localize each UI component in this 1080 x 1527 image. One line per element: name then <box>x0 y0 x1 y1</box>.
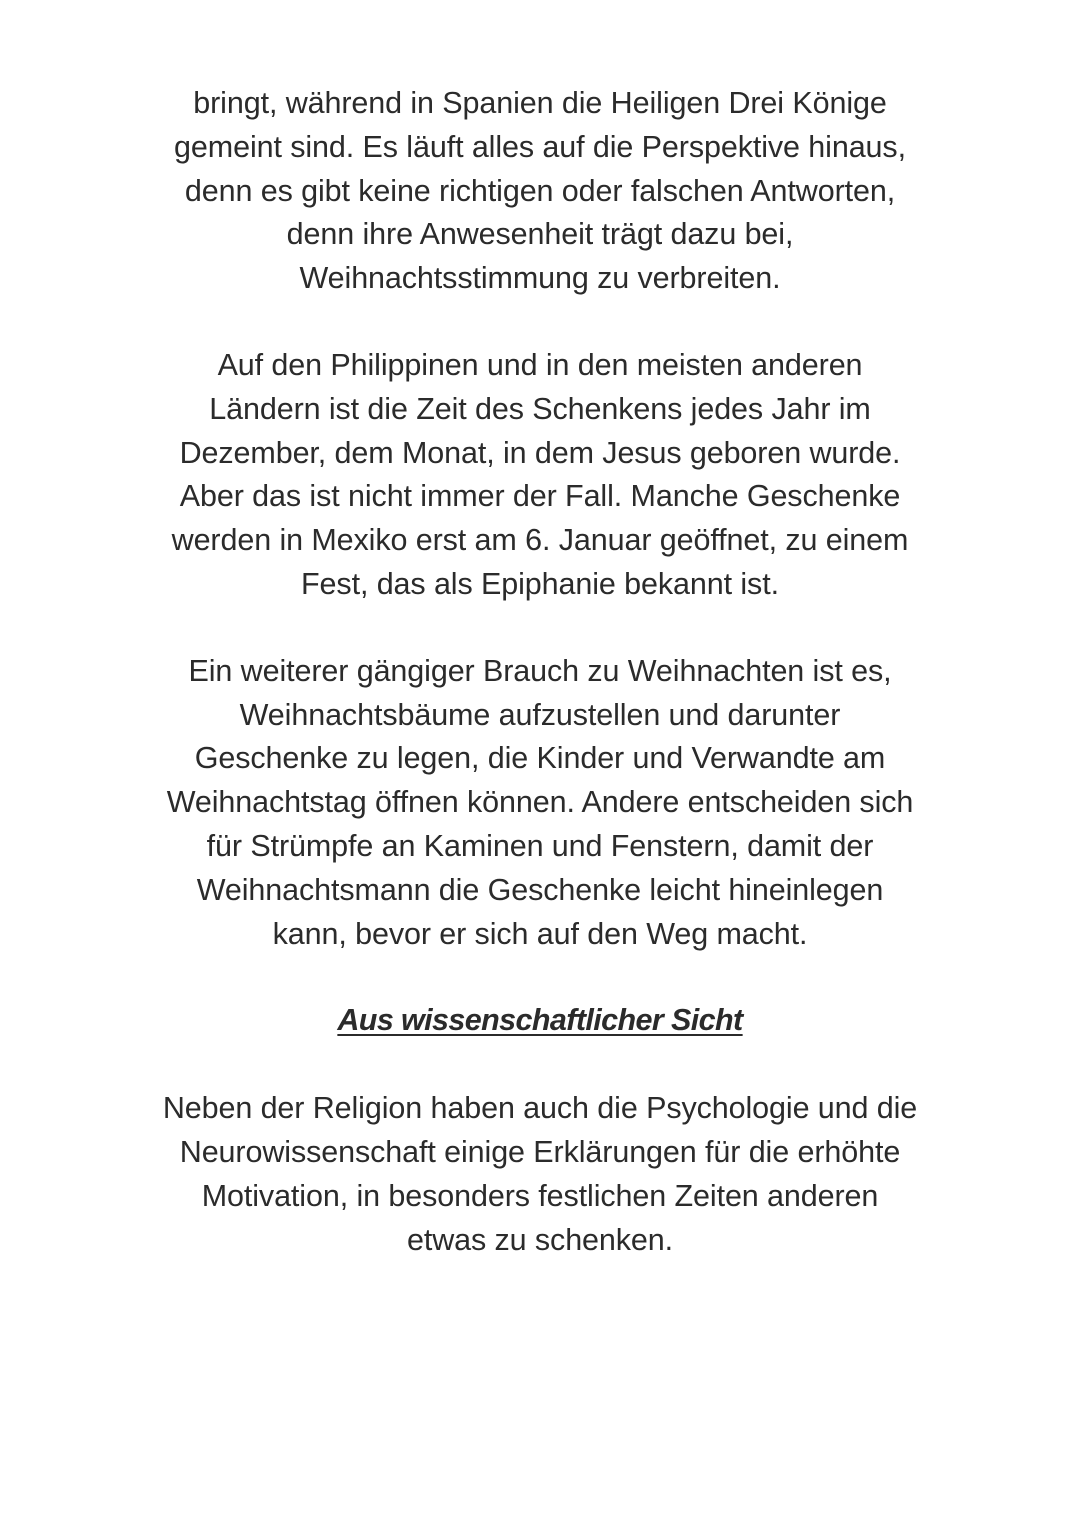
section-heading: Aus wissenschaftlicher Sicht <box>337 1003 743 1038</box>
paragraph-2 <box>130 344 950 607</box>
text-line: denn ihre Anwesenheit trägt dazu bei, <box>286 217 794 252</box>
text-line: bringt, während in Spanien die Heiligen Drei Könige <box>193 86 887 120</box>
text-line: Ländern ist die Zeit des Schenkens jedes Jahr im <box>209 391 871 426</box>
text-line: Weihnachtsmann die Geschenke leicht hineinlegen <box>196 872 884 907</box>
text-line: kann, bevor er sich auf den Weg macht. <box>272 916 808 951</box>
paragraph-3 <box>130 650 950 957</box>
text-line: Ein weiterer gängiger Brauch zu Weihnachten ist es, <box>188 653 892 688</box>
text-line: Fest, das als Epiphanie bekannt ist. <box>301 566 779 601</box>
text-line: Aber das ist nicht immer der Fall. Manche Geschenke <box>179 479 901 514</box>
text-line: Neurowissenschaft einige Erklärungen für die erhöhte <box>179 1134 901 1169</box>
text-line: denn es gibt keine richtigen oder falschen Antworten, <box>184 173 896 208</box>
text-line: Dezember, dem Monat, in dem Jesus geboren wurde. <box>179 435 901 470</box>
text-line: Motivation, in besonders festlichen Zeiten anderen <box>201 1178 879 1213</box>
text-line: Neben der Religion haben auch die Psychologie und die <box>162 1091 918 1126</box>
text-line: gemeint sind. Es läuft alles auf die Perspektive hinaus, <box>174 129 906 164</box>
text-line: werden in Mexiko erst am 6. Januar geöffnet, zu einem <box>171 523 909 558</box>
text-line: Auf den Philippinen und in den meisten anderen <box>217 347 863 382</box>
text-line: für Strümpfe an Kaminen und Fenstern, damit der <box>206 828 874 863</box>
text-line: Geschenke zu legen, die Kinder und Verwandte am <box>194 741 886 776</box>
paragraph-final <box>130 1087 950 1262</box>
text-line: Weihnachtsstimmung zu verbreiten. <box>299 261 781 296</box>
text-line: Weihnachtsbäume aufzustellen und darunter <box>239 697 841 732</box>
text-line: Weihnachtstag öffnen können. Andere entscheiden sich <box>166 785 914 820</box>
text-line: etwas zu schenken. <box>406 1222 674 1257</box>
paragraph-1 <box>130 82 950 301</box>
